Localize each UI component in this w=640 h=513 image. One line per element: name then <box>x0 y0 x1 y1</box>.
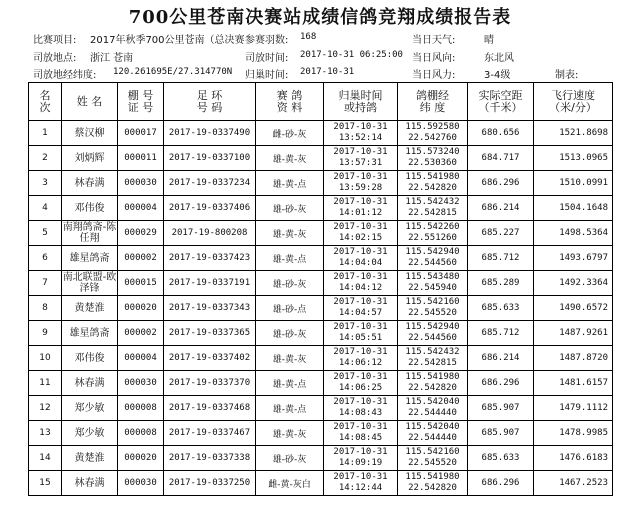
distance-cell: 686.296 <box>468 171 534 196</box>
table-row <box>29 446 613 471</box>
speed-cell: 1481.6157 <box>534 371 613 396</box>
name-cell: 郑少敏 <box>62 396 118 421</box>
loft-id-cell: 000030 <box>118 371 164 396</box>
bird-info-cell: 雌-砂-灰 <box>256 121 324 146</box>
column-header: 归巢时间 或持鸽 <box>324 83 398 121</box>
bird-info-cell: 雄-黄-灰 <box>256 221 324 246</box>
speed-cell: 1521.8698 <box>534 121 613 146</box>
ring-cell: 2017-19-0337406 <box>164 196 256 221</box>
release-value: 2017-10-31 06:25:00 <box>300 50 403 60</box>
bird-info-cell: 雄-砂-灰 <box>256 271 324 296</box>
arrival-cell: 2017-10-31 14:09:19 <box>324 446 398 471</box>
rank-cell: 5 <box>29 221 62 246</box>
rank-cell: 9 <box>29 321 62 346</box>
bird-info-cell: 雄-黄-灰 <box>256 346 324 371</box>
place-label: 司放地点: <box>33 53 77 64</box>
birds-label: 参赛羽数: <box>245 35 289 46</box>
rank-cell: 3 <box>29 171 62 196</box>
weather-label: 当日天气: <box>412 35 456 46</box>
speed-cell: 1487.9261 <box>534 321 613 346</box>
rank-cell: 13 <box>29 421 62 446</box>
coord-cell: 115.542160 22.545520 <box>398 296 468 321</box>
name-cell: 林春满 <box>62 171 118 196</box>
coord-cell: 115.542940 22.544560 <box>398 321 468 346</box>
bird-info-cell: 雄-黄-点 <box>256 246 324 271</box>
distance-cell: 685.712 <box>468 321 534 346</box>
loft-id-cell: 000004 <box>118 196 164 221</box>
ring-cell: 2017-19-0337468 <box>164 396 256 421</box>
speed-cell: 1504.1648 <box>534 196 613 221</box>
distance-cell: 686.214 <box>468 346 534 371</box>
loft-id-cell: 000020 <box>118 296 164 321</box>
speed-cell: 1479.1112 <box>534 396 613 421</box>
bird-info-cell: 雄-砂-灰 <box>256 446 324 471</box>
column-header: 足 环 号 码 <box>164 83 256 121</box>
bird-info-cell: 雄-黄-灰 <box>256 146 324 171</box>
distance-cell: 685.712 <box>468 246 534 271</box>
ring-cell: 2017-19-0337250 <box>164 471 256 496</box>
column-header: 赛 鸽 资 料 <box>256 83 324 121</box>
coord-cell: 115.541980 22.542820 <box>398 171 468 196</box>
arrival-cell: 2017-10-31 14:01:12 <box>324 196 398 221</box>
column-header: 棚 号 证 号 <box>118 83 164 121</box>
name-cell: 南翔鸽斋-陈任翔 <box>62 222 117 244</box>
arrival-cell: 2017-10-31 13:59:28 <box>324 171 398 196</box>
coord-value: 120.261695E/27.314770N <box>113 67 233 77</box>
wind-label: 当日风向: <box>412 53 456 64</box>
ring-cell: 2017-19-800208 <box>164 221 256 246</box>
distance-cell: 685.907 <box>468 396 534 421</box>
coord-cell: 115.542432 22.542815 <box>398 346 468 371</box>
arrival-cell: 2017-10-31 13:57:31 <box>324 146 398 171</box>
ring-cell: 2017-19-0337100 <box>164 146 256 171</box>
report-title: 700公里苍南决赛站成绩信鸽竞翔成绩报告表 <box>128 7 512 28</box>
bird-info-cell: 雄-黄-点 <box>256 171 324 196</box>
speed-cell: 1513.0965 <box>534 146 613 171</box>
loft-id-cell: 000030 <box>118 471 164 496</box>
loft-id-cell: 000020 <box>118 446 164 471</box>
loft-id-cell: 000008 <box>118 396 164 421</box>
loft-id-cell: 000030 <box>118 171 164 196</box>
rank-cell: 14 <box>29 446 62 471</box>
table-maker-label: 制表: <box>555 70 579 81</box>
table-row <box>29 196 613 221</box>
coord-cell: 115.542040 22.544440 <box>398 396 468 421</box>
coord-cell: 115.542432 22.542815 <box>398 196 468 221</box>
table-row <box>29 421 613 446</box>
coord-label: 司放地经纬度: <box>33 70 97 81</box>
speed-cell: 1478.9985 <box>534 421 613 446</box>
rank-cell: 8 <box>29 296 62 321</box>
loft-id-cell: 000029 <box>118 221 164 246</box>
name-cell: 林春满 <box>62 371 118 396</box>
distance-cell: 685.227 <box>468 221 534 246</box>
speed-cell: 1492.3364 <box>534 271 613 296</box>
column-header: 实际空距 （千米） <box>468 83 534 121</box>
bird-info-cell: 雄-黄-灰 <box>256 421 324 446</box>
distance-cell: 685.633 <box>468 446 534 471</box>
ring-cell: 2017-19-0337467 <box>164 421 256 446</box>
return-value: 2017-10-31 <box>300 67 355 77</box>
column-header: 姓 名 <box>62 83 118 121</box>
release-label: 司放时间: <box>245 53 289 64</box>
name-cell: 黄楚淮 <box>62 296 118 321</box>
table-row <box>29 221 613 246</box>
arrival-cell: 2017-10-31 14:05:51 <box>324 321 398 346</box>
ring-cell: 2017-19-0337402 <box>164 346 256 371</box>
name-cell: 林春满 <box>62 471 118 496</box>
rank-cell: 6 <box>29 246 62 271</box>
coord-cell: 115.542040 22.544440 <box>398 421 468 446</box>
table-row <box>29 296 613 321</box>
coord-cell: 115.573240 22.530360 <box>398 146 468 171</box>
loft-id-cell: 000002 <box>118 321 164 346</box>
arrival-cell: 2017-10-31 14:04:12 <box>324 271 398 296</box>
loft-id-cell: 000011 <box>118 146 164 171</box>
speed-cell: 1493.6797 <box>534 246 613 271</box>
arrival-cell: 2017-10-31 13:52:14 <box>324 121 398 146</box>
coord-cell: 115.592580 22.542760 <box>398 121 468 146</box>
table-header-row <box>29 83 613 121</box>
force-label: 当日风力: <box>412 70 456 81</box>
column-header: 鸽棚经 纬 度 <box>398 83 468 121</box>
name-cell: 雄星鸽斋 <box>62 246 118 271</box>
force-value: 3-4级 <box>484 70 511 81</box>
name-cell: 刘炳辉 <box>62 146 118 171</box>
distance-cell: 686.296 <box>468 471 534 496</box>
distance-cell: 684.717 <box>468 146 534 171</box>
table-row <box>29 321 613 346</box>
name-cell: 邓伟俊 <box>62 196 118 221</box>
name-cell: 蔡汉柳 <box>62 121 118 146</box>
loft-id-cell: 000008 <box>118 421 164 446</box>
arrival-cell: 2017-10-31 14:02:15 <box>324 221 398 246</box>
bird-info-cell: 雌-黄-灰白 <box>256 471 324 496</box>
ring-cell: 2017-19-0337191 <box>164 271 256 296</box>
bird-info-cell: 雄-砂-点 <box>256 296 324 321</box>
coord-cell: 115.543480 22.545940 <box>398 271 468 296</box>
bird-info-cell: 雄-砂-灰 <box>256 321 324 346</box>
speed-cell: 1498.5364 <box>534 221 613 246</box>
loft-id-cell: 000002 <box>118 246 164 271</box>
rank-cell: 15 <box>29 471 62 496</box>
name-cell: 黄楚淮 <box>62 446 118 471</box>
ring-cell: 2017-19-0337490 <box>164 121 256 146</box>
coord-cell: 115.541980 22.542820 <box>398 371 468 396</box>
distance-cell: 686.214 <box>468 196 534 221</box>
rank-cell: 11 <box>29 371 62 396</box>
table-row <box>29 346 613 371</box>
ring-cell: 2017-19-0337234 <box>164 171 256 196</box>
results-table <box>28 82 613 496</box>
ring-cell: 2017-19-0337343 <box>164 296 256 321</box>
distance-cell: 685.289 <box>468 271 534 296</box>
coord-cell: 115.542160 22.545520 <box>398 446 468 471</box>
table-row <box>29 396 613 421</box>
rank-cell: 7 <box>29 271 62 296</box>
weather-value: 晴 <box>484 35 494 46</box>
arrival-cell: 2017-10-31 14:04:57 <box>324 296 398 321</box>
rank-cell: 4 <box>29 196 62 221</box>
ring-cell: 2017-19-0337370 <box>164 371 256 396</box>
speed-cell: 1467.2523 <box>534 471 613 496</box>
name-cell: 雄星鸽斋 <box>62 321 118 346</box>
arrival-cell: 2017-10-31 14:04:04 <box>324 246 398 271</box>
speed-cell: 1476.6183 <box>534 446 613 471</box>
speed-cell: 1510.0991 <box>534 171 613 196</box>
speed-cell: 1490.6572 <box>534 296 613 321</box>
ring-cell: 2017-19-0337423 <box>164 246 256 271</box>
table-row <box>29 121 613 146</box>
race-label: 比赛项目: <box>33 35 77 46</box>
table-row <box>29 246 613 271</box>
rank-cell: 2 <box>29 146 62 171</box>
distance-cell: 685.633 <box>468 296 534 321</box>
table-row <box>29 471 613 496</box>
distance-cell: 680.656 <box>468 121 534 146</box>
speed-cell: 1487.8720 <box>534 346 613 371</box>
name-cell: 邓伟俊 <box>62 346 118 371</box>
loft-id-cell: 000017 <box>118 121 164 146</box>
table-row <box>29 371 613 396</box>
column-header: 飞行速度 （米/分） <box>534 83 613 121</box>
arrival-cell: 2017-10-31 14:06:25 <box>324 371 398 396</box>
table-row <box>29 271 613 296</box>
arrival-cell: 2017-10-31 14:12:44 <box>324 471 398 496</box>
loft-id-cell: 000004 <box>118 346 164 371</box>
rank-cell: 12 <box>29 396 62 421</box>
table-row <box>29 171 613 196</box>
rank-cell: 10 <box>29 346 62 371</box>
name-cell: 南北联盟-欧泽锋 <box>62 272 117 294</box>
arrival-cell: 2017-10-31 14:08:45 <box>324 421 398 446</box>
coord-cell: 115.542260 22.551260 <box>398 221 468 246</box>
arrival-cell: 2017-10-31 14:06:12 <box>324 346 398 371</box>
bird-info-cell: 雄-砂-灰 <box>256 196 324 221</box>
loft-id-cell: 000015 <box>118 271 164 296</box>
table-row <box>29 146 613 171</box>
rank-cell: 1 <box>29 121 62 146</box>
coord-cell: 115.541980 22.542820 <box>398 471 468 496</box>
name-cell: 郑少敏 <box>62 421 118 446</box>
ring-cell: 2017-19-0337338 <box>164 446 256 471</box>
place-value: 浙江 苍南 <box>90 53 134 64</box>
birds-value: 168 <box>300 32 317 42</box>
ring-cell: 2017-19-0337365 <box>164 321 256 346</box>
bird-info-cell: 雄-黄-点 <box>256 396 324 421</box>
distance-cell: 685.907 <box>468 421 534 446</box>
distance-cell: 686.296 <box>468 371 534 396</box>
return-label: 归巢时间: <box>245 70 289 81</box>
coord-cell: 115.542940 22.544560 <box>398 246 468 271</box>
bird-info-cell: 雄-黄-点 <box>256 371 324 396</box>
wind-value: 东北风 <box>484 53 514 64</box>
column-header: 名 次 <box>29 83 62 121</box>
race-value: 2017年秋季700公里苍南（总决赛 <box>90 35 245 46</box>
arrival-cell: 2017-10-31 14:08:43 <box>324 396 398 421</box>
